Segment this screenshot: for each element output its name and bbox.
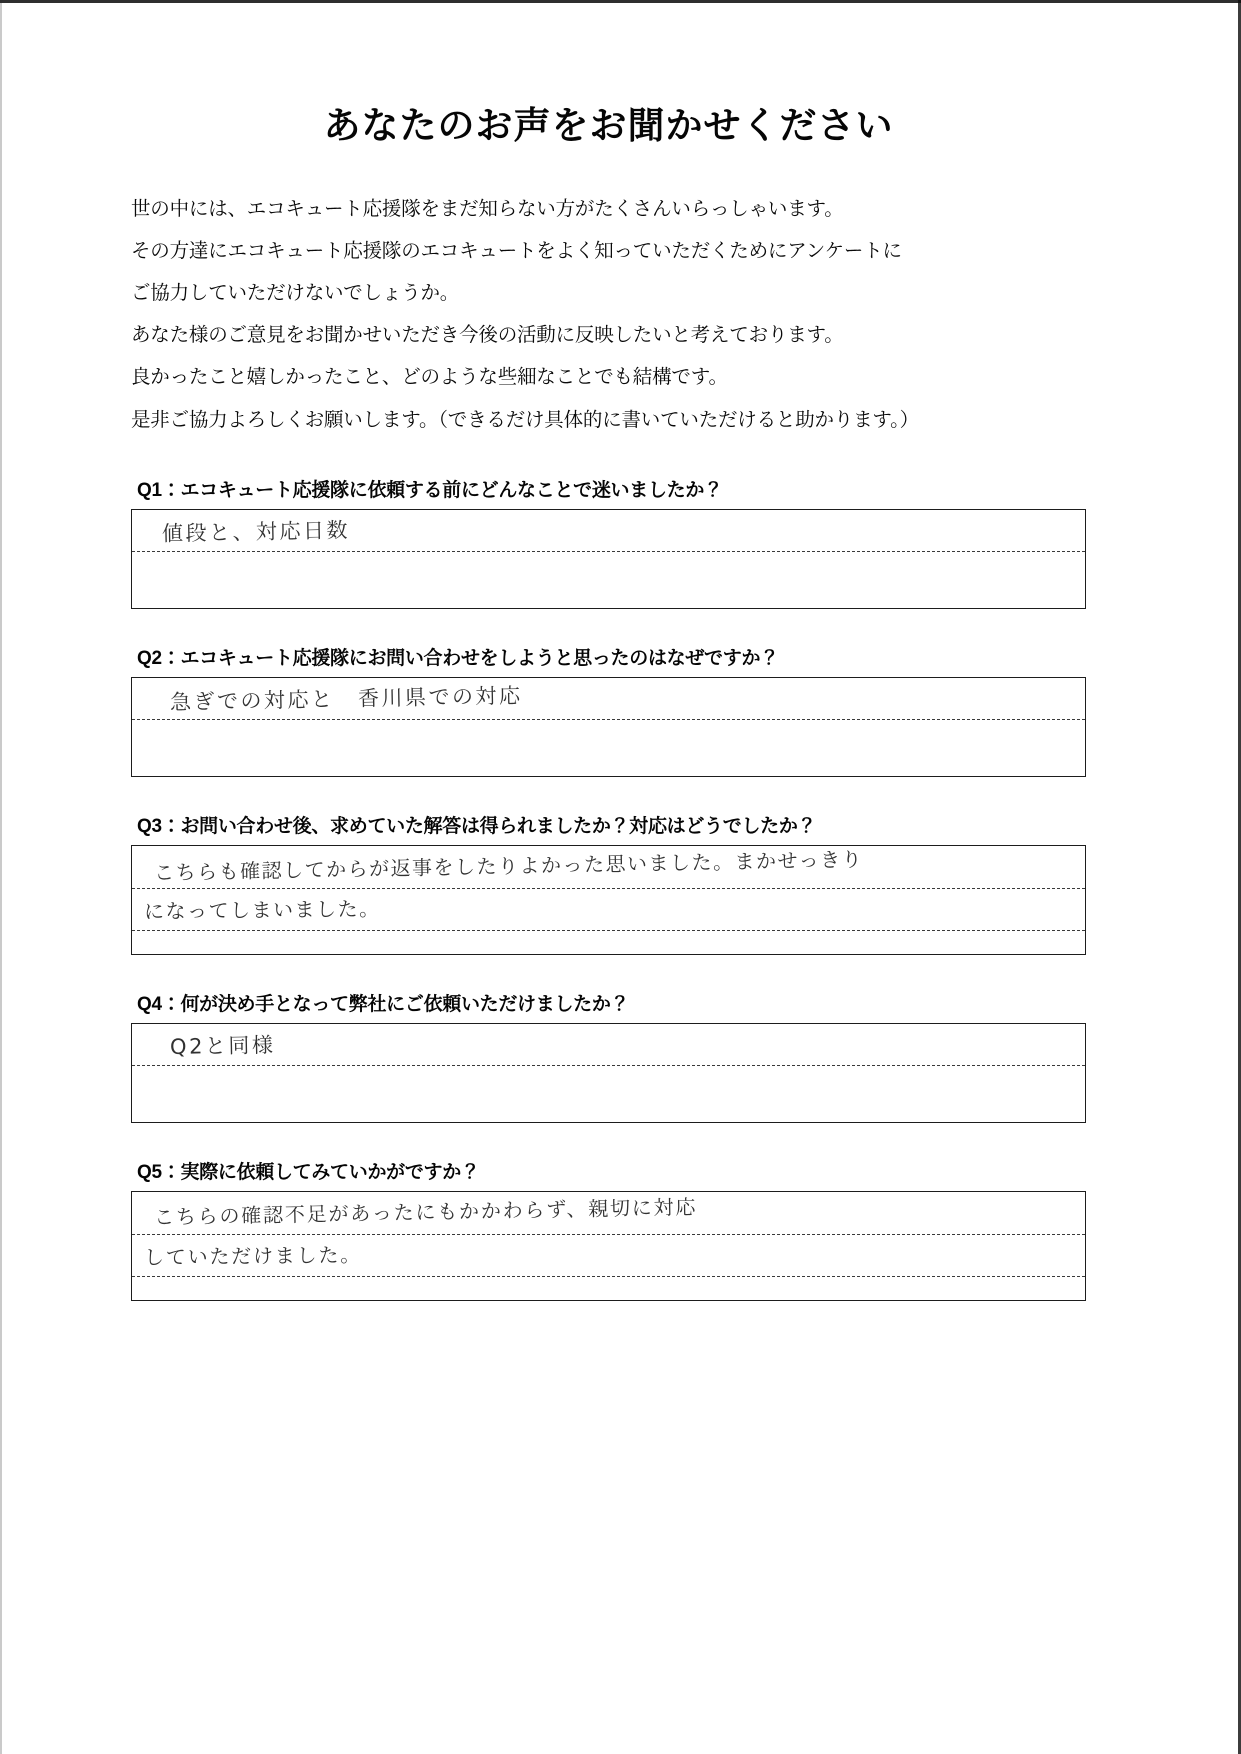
scan-edge-left: [0, 0, 2, 1754]
intro-paragraph: [131, 194, 1086, 435]
intro-line-4: あなた様のご意見をお聞かせいただき今後の活動に反映したいと考えております。: [131, 324, 844, 347]
question-block-q1: [131, 475, 1086, 609]
question-block-q4: [131, 989, 1086, 1123]
question-heading-q1: Q1：エコキュート応援隊に依頼する前にどんなことで迷いましたか？: [137, 479, 723, 501]
footer-spacer: [131, 1301, 1086, 1421]
answer-rule: [132, 1276, 1085, 1277]
handwritten-answer-q5-line-2: していただけました。: [143, 1242, 363, 1270]
intro-line-2: その方達にエコキュート応援隊のエコキュートをよく知っていただくためにアンケートに: [131, 239, 902, 262]
answer-box-q3[interactable]: [131, 845, 1086, 955]
answer-rule: [132, 1065, 1085, 1066]
handwritten-answer-q4-line-1: Q2と同様: [169, 1032, 276, 1059]
handwritten-answer-q3-line-1: こちらも確認してからが返事をしたりよかった思いました。まかせっきり: [153, 847, 864, 885]
question-block-q5: [131, 1157, 1086, 1301]
question-heading-q3: Q3：お問い合わせ後、求めていた解答は得られましたか？対応はどうでしたか？: [137, 815, 817, 837]
question-heading-q5: Q5：実際に依頼してみていかがですか？: [137, 1161, 480, 1183]
answer-rule: [132, 551, 1085, 552]
answer-box-q5[interactable]: [131, 1191, 1086, 1301]
question-block-q3: [131, 811, 1086, 955]
answer-box-q2[interactable]: [131, 677, 1086, 777]
intro-line-6: 是非ご協力よろしくお願いします。（できるだけ具体的に書いていただけると助かります。）: [131, 408, 919, 431]
answer-rule: [132, 930, 1085, 931]
page-title: あなたのお声をお聞かせください: [323, 105, 894, 146]
handwritten-answer-q3-line-2: になってしまいました。: [143, 896, 381, 924]
question-heading-q4: Q4：何が決め手となって弊社にご依頼いただけましたか？: [137, 993, 630, 1015]
answer-rule: [132, 1234, 1085, 1235]
question-heading-q2: Q2：エコキュート応援隊にお問い合わせをしようと思ったのはなぜですか？: [137, 647, 779, 669]
intro-line-3: ご協力していただけないでしょうか。: [131, 281, 460, 304]
answer-box-q1[interactable]: [131, 509, 1086, 609]
handwritten-answer-q5-line-1: こちらの確認不足があったにもかかわらず、親切に対応: [153, 1194, 698, 1230]
question-block-q2: [131, 643, 1086, 777]
intro-line-5: 良かったこと嬉しかったこと、どのような些細なことでも結構です。: [131, 366, 728, 389]
answer-rule: [132, 719, 1085, 720]
page-content: [131, 0, 1086, 1421]
answer-box-q4[interactable]: [131, 1023, 1086, 1123]
intro-line-1: 世の中には、エコキュート応援隊をまだ知らない方がたくさんいらっしゃいます。: [131, 197, 844, 220]
answer-rule: [132, 888, 1085, 889]
handwritten-answer-q2-line-1: 急ぎでの対応と 香川県での対応: [169, 683, 523, 715]
handwritten-answer-q1-line-1: 値段と、対応日数: [161, 518, 351, 546]
